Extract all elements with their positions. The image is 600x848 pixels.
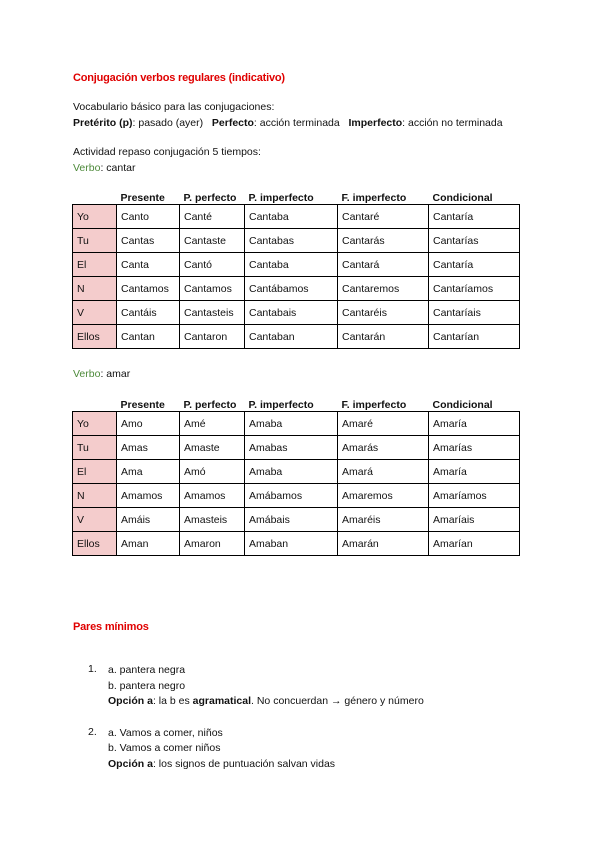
table-cell: Cantaba <box>245 205 338 229</box>
pronoun-cell: Tu <box>73 436 117 460</box>
table-cell: Cantarías <box>429 229 520 253</box>
table-row <box>73 253 520 277</box>
header-blank <box>73 396 117 412</box>
pronoun-cell: El <box>73 460 117 484</box>
table-cell: Amaría <box>429 460 520 484</box>
table-cell: Cantaríais <box>429 301 520 325</box>
table-cell: Cantan <box>117 325 180 349</box>
table-cell: Amaba <box>245 412 338 436</box>
table-cell: Amaréis <box>338 508 429 532</box>
pronoun-cell: Ellos <box>73 532 117 556</box>
table-cell: Cantaremos <box>338 277 429 301</box>
pronoun-cell: N <box>73 277 117 301</box>
verb-colon: : <box>100 162 104 174</box>
verb-name: cantar <box>106 162 136 174</box>
table-cell: Amáis <box>117 508 180 532</box>
table-cell: Cantamos <box>180 277 245 301</box>
pronoun-cell: V <box>73 508 117 532</box>
pares-title: Pares mínimos <box>73 621 149 633</box>
pronoun-cell: V <box>73 301 117 325</box>
option-b: b. pantera negro <box>108 679 186 692</box>
activity-text: Actividad repaso conjugación 5 tiempos: <box>73 146 261 158</box>
table-cell: Cantaré <box>338 205 429 229</box>
table-row <box>73 460 520 484</box>
preterito-term: Pretérito (p) <box>73 117 133 129</box>
table-cell: Amaba <box>245 460 338 484</box>
header-p-perfecto: P. perfecto <box>183 192 237 204</box>
verb-line-cantar <box>73 162 135 174</box>
verb-name: amar <box>106 368 131 380</box>
vocab-intro: Vocabulario básico para las conjugaciones: <box>73 101 275 113</box>
table-cell: Amábais <box>245 508 338 532</box>
verb-label: Verbo <box>73 162 101 174</box>
table-cell: Cantaríamos <box>429 277 520 301</box>
table-cell: Aman <box>117 532 180 556</box>
header-p-imperfecto: P. imperfecto <box>248 192 314 204</box>
page-title: Conjugación verbos regulares (indicativo) <box>73 72 285 84</box>
table-row <box>73 277 520 301</box>
option-a: a. pantera negra <box>108 664 186 676</box>
perfecto-def: : acción terminada <box>253 117 340 129</box>
pronoun-cell: N <box>73 484 117 508</box>
table-row <box>73 436 520 460</box>
pronoun-cell: Ellos <box>73 325 117 349</box>
pronoun-cell: Yo <box>73 412 117 436</box>
table-cell: Cantaste <box>180 229 245 253</box>
table-cell: Amaría <box>429 412 520 436</box>
option-a: a. Vamos a comer, niños <box>108 726 223 739</box>
table-cell: Cantaban <box>245 325 338 349</box>
table-cell: Cantaba <box>245 253 338 277</box>
table-cell: Amasteis <box>180 508 245 532</box>
table-cell: Cantamos <box>117 277 180 301</box>
pronoun-cell: Yo <box>73 205 117 229</box>
answer <box>108 694 424 710</box>
conjugation-table-amar <box>72 396 520 556</box>
table-cell: Cantaría <box>429 253 520 277</box>
imperfecto-def: : acción no terminada <box>402 117 503 129</box>
pares-list <box>88 663 424 772</box>
table-cell: Amaríais <box>429 508 520 532</box>
table-cell: Amaste <box>180 436 245 460</box>
table-cell: Amaron <box>180 532 245 556</box>
vocab-definitions <box>73 117 503 129</box>
header-presente: Presente <box>120 399 165 411</box>
table-row <box>73 229 520 253</box>
conjugation-table-cantar <box>72 189 520 349</box>
table-cell: Cantarás <box>338 229 429 253</box>
table-cell: Cantarán <box>338 325 429 349</box>
table-cell: Amaban <box>245 532 338 556</box>
table-cell: Cantas <box>117 229 180 253</box>
pronoun-cell: El <box>73 253 117 277</box>
answer-text-post: . No concuerdan → género y número <box>251 695 424 707</box>
item-number: 1. <box>88 663 97 675</box>
header-p-imperfecto: P. imperfecto <box>248 399 314 411</box>
answer-text-pre: : los signos de puntuación salvan vidas <box>152 757 336 770</box>
list-item <box>88 726 424 773</box>
table-cell: Cantaría <box>429 205 520 229</box>
table-cell: Cantabas <box>245 229 338 253</box>
table-cell: Cantará <box>338 253 429 277</box>
answer <box>108 757 424 773</box>
verb-colon: : <box>100 368 104 380</box>
table-cell: Amaré <box>338 412 429 436</box>
table-cell: Amo <box>117 412 180 436</box>
table-cell: Canté <box>180 205 245 229</box>
option-b: b. Vamos a comer niños <box>108 742 221 754</box>
table-cell: Amabas <box>245 436 338 460</box>
list-item <box>88 663 424 710</box>
imperfecto-term: Imperfecto <box>348 117 403 129</box>
table-cell: Amamos <box>117 484 180 508</box>
table-row <box>73 205 520 229</box>
table-cell: Amamos <box>180 484 245 508</box>
answer-label: Opción a <box>108 757 153 770</box>
table-row <box>73 325 520 349</box>
table-row <box>73 484 520 508</box>
header-f-imperfecto: F. imperfecto <box>341 399 407 411</box>
table-cell: Canto <box>117 205 180 229</box>
header-condicional: Condicional <box>432 399 493 411</box>
table-row <box>73 532 520 556</box>
verb-label: Verbo <box>73 368 101 380</box>
table-row <box>73 412 520 436</box>
table-cell: Cantáis <box>117 301 180 325</box>
table-cell: Cantarían <box>429 325 520 349</box>
table-cell: Amarás <box>338 436 429 460</box>
table-cell: Amarían <box>429 532 520 556</box>
table-cell: Amas <box>117 436 180 460</box>
table-cell: Canta <box>117 253 180 277</box>
answer-bold: agramatical <box>192 695 252 707</box>
table-cell: Cantaron <box>180 325 245 349</box>
item-number: 2. <box>88 725 97 738</box>
table-cell: Cantasteis <box>180 301 245 325</box>
table-cell: Amó <box>180 460 245 484</box>
table-cell: Amábamos <box>245 484 338 508</box>
table-cell: Cantó <box>180 253 245 277</box>
pronoun-cell: Tu <box>73 229 117 253</box>
answer-text-pre: : la b es <box>152 695 193 707</box>
table-cell: Ama <box>117 460 180 484</box>
header-condicional: Condicional <box>432 192 493 204</box>
verb-line-amar <box>73 368 130 380</box>
header-presente: Presente <box>120 192 165 204</box>
header-blank <box>73 189 117 205</box>
header-f-imperfecto: F. imperfecto <box>341 192 407 204</box>
table-cell: Amarán <box>338 532 429 556</box>
table-cell: Amaríamos <box>429 484 520 508</box>
preterito-def: : pasado (ayer) <box>132 117 204 129</box>
table-cell: Amará <box>338 460 429 484</box>
table-cell: Amaremos <box>338 484 429 508</box>
header-p-perfecto: P. perfecto <box>183 399 237 411</box>
table-row <box>73 301 520 325</box>
table-cell: Amarías <box>429 436 520 460</box>
table-cell: Cantábamos <box>245 277 338 301</box>
table-cell: Amé <box>180 412 245 436</box>
table-row <box>73 508 520 532</box>
answer-label: Opción a <box>108 695 153 707</box>
table-cell: Cantabais <box>245 301 338 325</box>
perfecto-term: Perfecto <box>211 117 254 129</box>
table-cell: Cantaréis <box>338 301 429 325</box>
